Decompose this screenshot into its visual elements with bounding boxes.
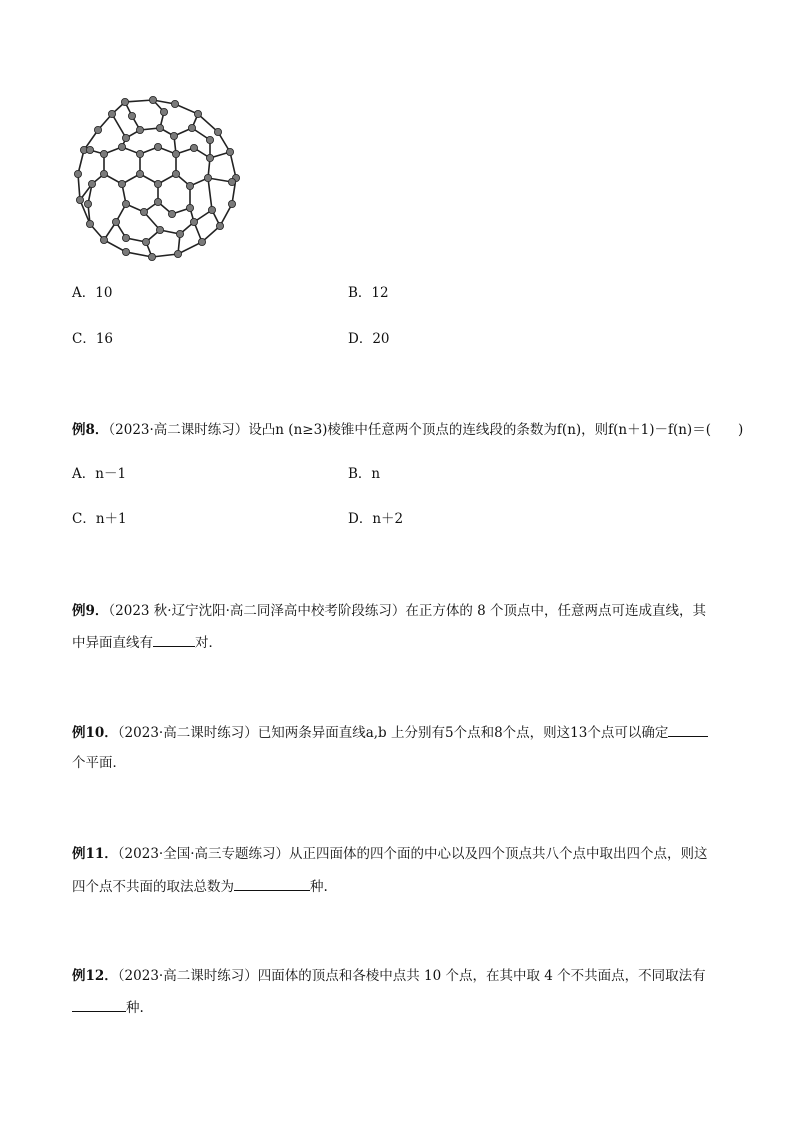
q7-option-c: C．16 [72, 331, 114, 347]
question-10 [72, 722, 708, 743]
question-stem: 设凸n (n≥3)棱锥中任意两个顶点的连线段的条数为f(n)，则f(n＋1)－f(n)＝( ) [248, 422, 744, 438]
question-stem: 四面体的顶点和各棱中点共 10 个点，在其中取 4 个不共面点，不同取法有 [257, 968, 706, 984]
option-letter: D [348, 511, 359, 527]
q8-option-a: A．n－1 [72, 466, 127, 482]
answer-blank[interactable] [668, 722, 708, 737]
question-12 [72, 966, 706, 986]
answer-blank[interactable] [153, 632, 195, 647]
question-9 [72, 601, 706, 621]
question-12-line2 [72, 997, 144, 1018]
question-stem: 在正方体的 8 个顶点中，任意两点可连成直线，其 [405, 603, 707, 619]
question-stem: 种. [126, 1000, 144, 1016]
answer-blank[interactable] [72, 997, 126, 1012]
option-text: n＋2 [372, 511, 404, 527]
q8-option-c: C．n＋1 [72, 511, 127, 527]
q7-option-b: B．12 [348, 285, 389, 301]
question-source: （2023·高二课时练习） [117, 968, 258, 984]
question-label: 例11． [72, 846, 118, 862]
question-source: （2023·高二课时练习） [117, 725, 258, 741]
option-letter: A [72, 466, 82, 482]
q7-option-a: A．10 [72, 285, 113, 301]
answer-blank[interactable] [234, 876, 310, 891]
option-text: 16 [95, 331, 114, 347]
question-source: （2023·全国·高三专题练习） [117, 846, 289, 862]
question-stem: 已知两条异面直线a,b 上分别有5个点和8个点，则这13个点可以确定 [257, 725, 669, 741]
question-11 [72, 844, 708, 864]
option-text: n [371, 466, 381, 482]
fullerene-molecule-figure [70, 92, 250, 267]
question-label: 例8． [72, 422, 109, 438]
bond-network [78, 100, 236, 257]
question-source: （2023·高二课时练习） [108, 422, 249, 438]
question-stem: 个平面． [72, 755, 126, 771]
question-8 [72, 420, 743, 440]
option-letter: B [348, 285, 358, 301]
option-text: n＋1 [95, 511, 127, 527]
option-text: n－1 [95, 466, 127, 482]
option-letter: B [348, 466, 358, 482]
question-label: 例12． [72, 968, 118, 984]
question-stem: 从正四面体的四个面的中心以及四个顶点共八个点中取出四个点，则这 [289, 846, 708, 862]
option-letter: A [72, 285, 82, 301]
question-11-line2 [72, 876, 328, 897]
question-10-line2 [72, 753, 126, 773]
question-stem: 对． [195, 635, 222, 651]
q8-option-d: D．n＋2 [348, 511, 404, 527]
option-letter: C [72, 511, 83, 527]
option-text: 12 [371, 285, 389, 301]
question-label: 例10． [72, 725, 118, 741]
option-letter: C [72, 331, 83, 347]
option-text: 20 [372, 331, 390, 347]
question-stem: 种. [310, 879, 328, 895]
question-source: （2023 秋·辽宁沈阳·高二同泽高中校考阶段练习） [108, 603, 406, 619]
question-stem: 中异面直线有 [72, 635, 153, 651]
option-letter: D [348, 331, 359, 347]
q8-option-b: B．n [348, 466, 381, 482]
question-stem: 四个点不共面的取法总数为 [72, 879, 234, 895]
q7-option-d: D．20 [348, 331, 390, 347]
question-9-line2 [72, 632, 222, 653]
question-label: 例9． [72, 603, 109, 619]
option-text: 10 [95, 285, 113, 301]
